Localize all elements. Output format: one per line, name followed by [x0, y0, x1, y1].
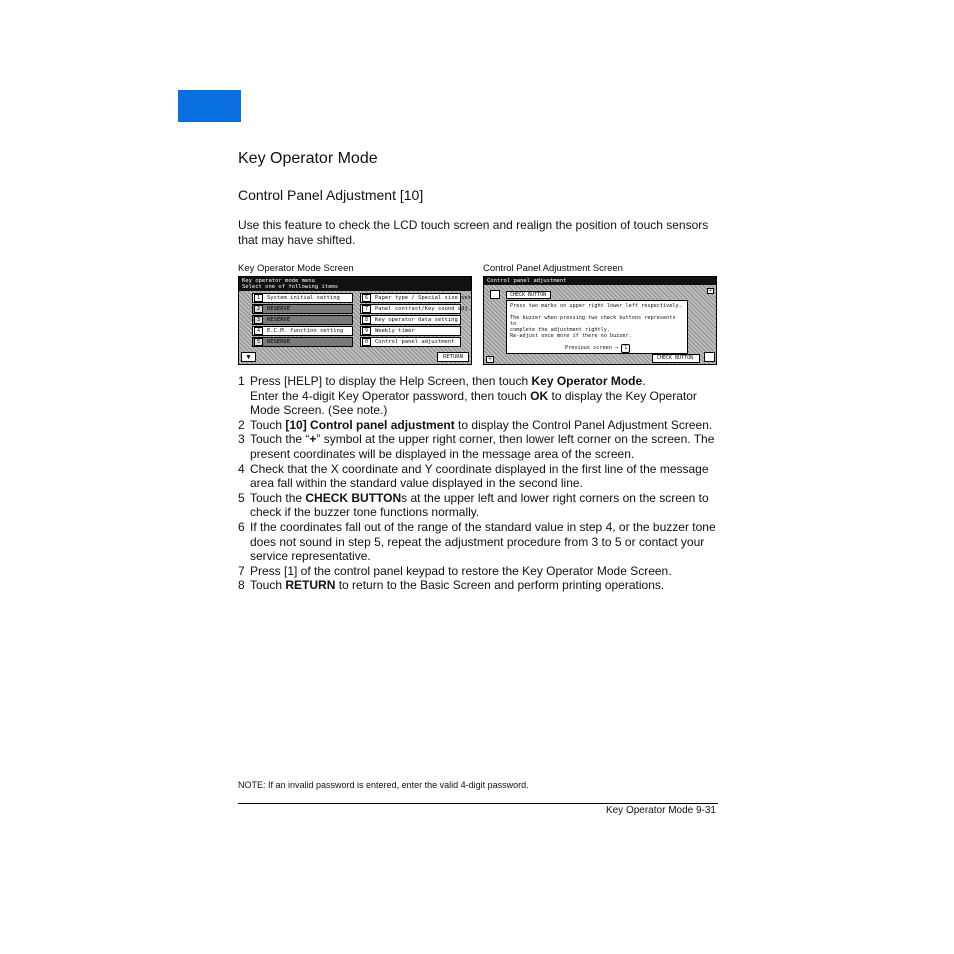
step-6 [238, 520, 718, 564]
menu-item-number: 7 [362, 305, 371, 313]
step-text-bold: RETURN [285, 578, 336, 593]
menu-item-9[interactable] [360, 326, 461, 336]
menu-item-number: 1 [254, 294, 263, 302]
step-text-bold: Key Operator Mode [531, 374, 643, 388]
key-operator-mode-screen [238, 276, 472, 365]
step-text-part: Touch the “ [250, 432, 310, 447]
menu-item-2[interactable] [252, 304, 353, 314]
step-8 [238, 578, 718, 593]
menu-item-number: 0 [362, 338, 371, 346]
step-text-bold: CHECK BUTTON [305, 490, 402, 505]
page-footer: Key Operator Mode 9-31 [605, 805, 716, 816]
menu-item-5[interactable] [252, 337, 353, 347]
menu-item-number: 4 [254, 327, 263, 335]
check-button-bottom[interactable]: CHECK BUTTON [652, 354, 700, 363]
step-number: 3 [238, 432, 245, 447]
note: NOTE: If an invalid password is entered, enter the valid 4-digit password. [238, 780, 529, 790]
step-text-bold: [10] Control panel adjustment [285, 417, 455, 432]
step-text-part: ” symbol at the upper right corner, then lower left corner on the screen. The present coordinates will be displayed in the message area of the screen. [250, 432, 715, 461]
step-text-part: to display the Key Operator Mode Screen. (See note.) [250, 388, 697, 418]
step-text-part: Press [1] of the control panel keypad to restore the Key Operator Mode Screen. [250, 563, 672, 578]
step-text-part: Enter the 4-digit Key Operator password, then touch [250, 388, 531, 403]
step-number: 1 [238, 374, 245, 388]
step-text-part: If the coordinates fall out of the range of the standard value in step 4, or the buzzer tone does not sound in step 5, repeat the adjustment procedure from 3 to 5 or contact your service representative. [250, 519, 716, 564]
menu-item-7[interactable] [360, 304, 472, 314]
upper-left-check-key[interactable] [490, 290, 500, 299]
return-button[interactable]: RETURN [437, 352, 469, 362]
screen2-title: Control panel adjustment [484, 277, 716, 285]
menu-item-label: Panel contrast/Key sound adj. [375, 306, 472, 312]
step-text-bold: OK [530, 388, 549, 403]
page-title: Key Operator Mode [238, 150, 378, 167]
menu-item-number: 2 [254, 305, 263, 313]
step-text-part: s at the upper left and lower right corners on the screen to check if the buzzer tone functions normally. [250, 490, 709, 520]
lower-right-check-key[interactable] [704, 352, 715, 362]
menu-item-label: E.C.M. function setting [267, 328, 344, 334]
step-number: 8 [238, 578, 245, 593]
step-text-part: Press [HELP] to display the Help Screen, then touch [250, 374, 532, 388]
step-text-part: to display the Control Panel Adjustment Screen. [454, 417, 713, 432]
key-1-icon: 1 [621, 344, 630, 353]
section-title: Control Panel Adjustment [10] [238, 187, 424, 203]
step-text-part: . [642, 374, 646, 388]
step-7 [238, 564, 718, 579]
menu-item-4[interactable] [252, 326, 353, 336]
footer-divider [238, 803, 718, 804]
step-number: 4 [238, 461, 245, 476]
menu-item-3[interactable] [252, 315, 353, 325]
menu-item-number: 8 [362, 316, 371, 324]
step-text-bold: + [309, 432, 317, 447]
step-number: 2 [238, 417, 245, 432]
menu-item-label: Key operator data setting [375, 317, 458, 323]
plus-mark-upper-right[interactable]: + [708, 288, 712, 294]
menu-item-10[interactable] [360, 337, 461, 347]
menu-item-6[interactable] [360, 293, 472, 303]
plus-mark-lower-left[interactable]: + [486, 356, 494, 363]
screen1-title: Key operator mode menu Select one of following items [239, 277, 471, 291]
step-text-part: Check that the X coordinate and Y coordinate displayed in the first line of the message area fall within the standard value displayed in the second line. [250, 461, 709, 491]
menu-item-8[interactable] [360, 315, 461, 325]
chapter-tab [178, 90, 241, 122]
menu-item-number: 3 [254, 316, 263, 324]
previous-screen-hint: Previous screen → 1 [565, 344, 630, 353]
step-text [250, 462, 718, 491]
screen1-caption: Key Operator Mode Screen [238, 263, 354, 274]
menu-item-label: Paper type / Special size set [375, 295, 472, 301]
step-text-part: Touch [250, 578, 286, 593]
step-number: 5 [238, 490, 245, 505]
menu-item-label: Control panel adjustment [375, 339, 455, 345]
menu-item-number: 5 [254, 338, 263, 346]
step-text [250, 374, 718, 418]
step-5 [238, 491, 718, 520]
menu-item-label: RESERVE [267, 339, 291, 345]
screen2-caption: Control Panel Adjustment Screen [483, 263, 623, 274]
step-text [250, 432, 718, 461]
step-text [250, 564, 718, 579]
menu-item-number: 9 [362, 327, 371, 335]
down-arrow-icon[interactable]: ▼ [241, 352, 256, 362]
menu-item-label: System initial setting [267, 295, 340, 301]
step-2 [238, 418, 718, 433]
menu-item-label: RESERVE [267, 306, 291, 312]
step-text [250, 520, 718, 564]
step-text-part: Touch [250, 417, 286, 432]
check-button-top[interactable]: CHECK BUTTON [506, 291, 551, 299]
menu-item-label: Weekly timer [375, 328, 415, 334]
step-3 [238, 432, 718, 461]
menu-item-1[interactable] [252, 293, 353, 303]
menu-item-number: 6 [362, 294, 371, 302]
step-text [250, 491, 718, 520]
step-text-part: to return to the Basic Screen and perform printing operations. [335, 578, 665, 593]
message-area: Press two marks on upper right lower left respectively. The buzzer when pressing two check buttons represents to complete the adjustment rightly. Re-adjust once more if there no buzzer. Previous screen → 1 [506, 300, 688, 354]
step-number: 6 [238, 519, 245, 534]
menu-item-label: RESERVE [267, 317, 291, 323]
intro-paragraph: Use this feature to check the LCD touch screen and realign the position of touch sensors that may have shifted. [238, 218, 709, 247]
control-panel-adjustment-screen [483, 276, 717, 365]
step-1 [238, 374, 718, 418]
step-text-part: Touch the [250, 490, 306, 505]
step-text [250, 578, 718, 593]
procedure-steps [238, 374, 718, 593]
step-number: 7 [238, 563, 245, 578]
step-text [250, 418, 718, 433]
step-4 [238, 462, 718, 491]
